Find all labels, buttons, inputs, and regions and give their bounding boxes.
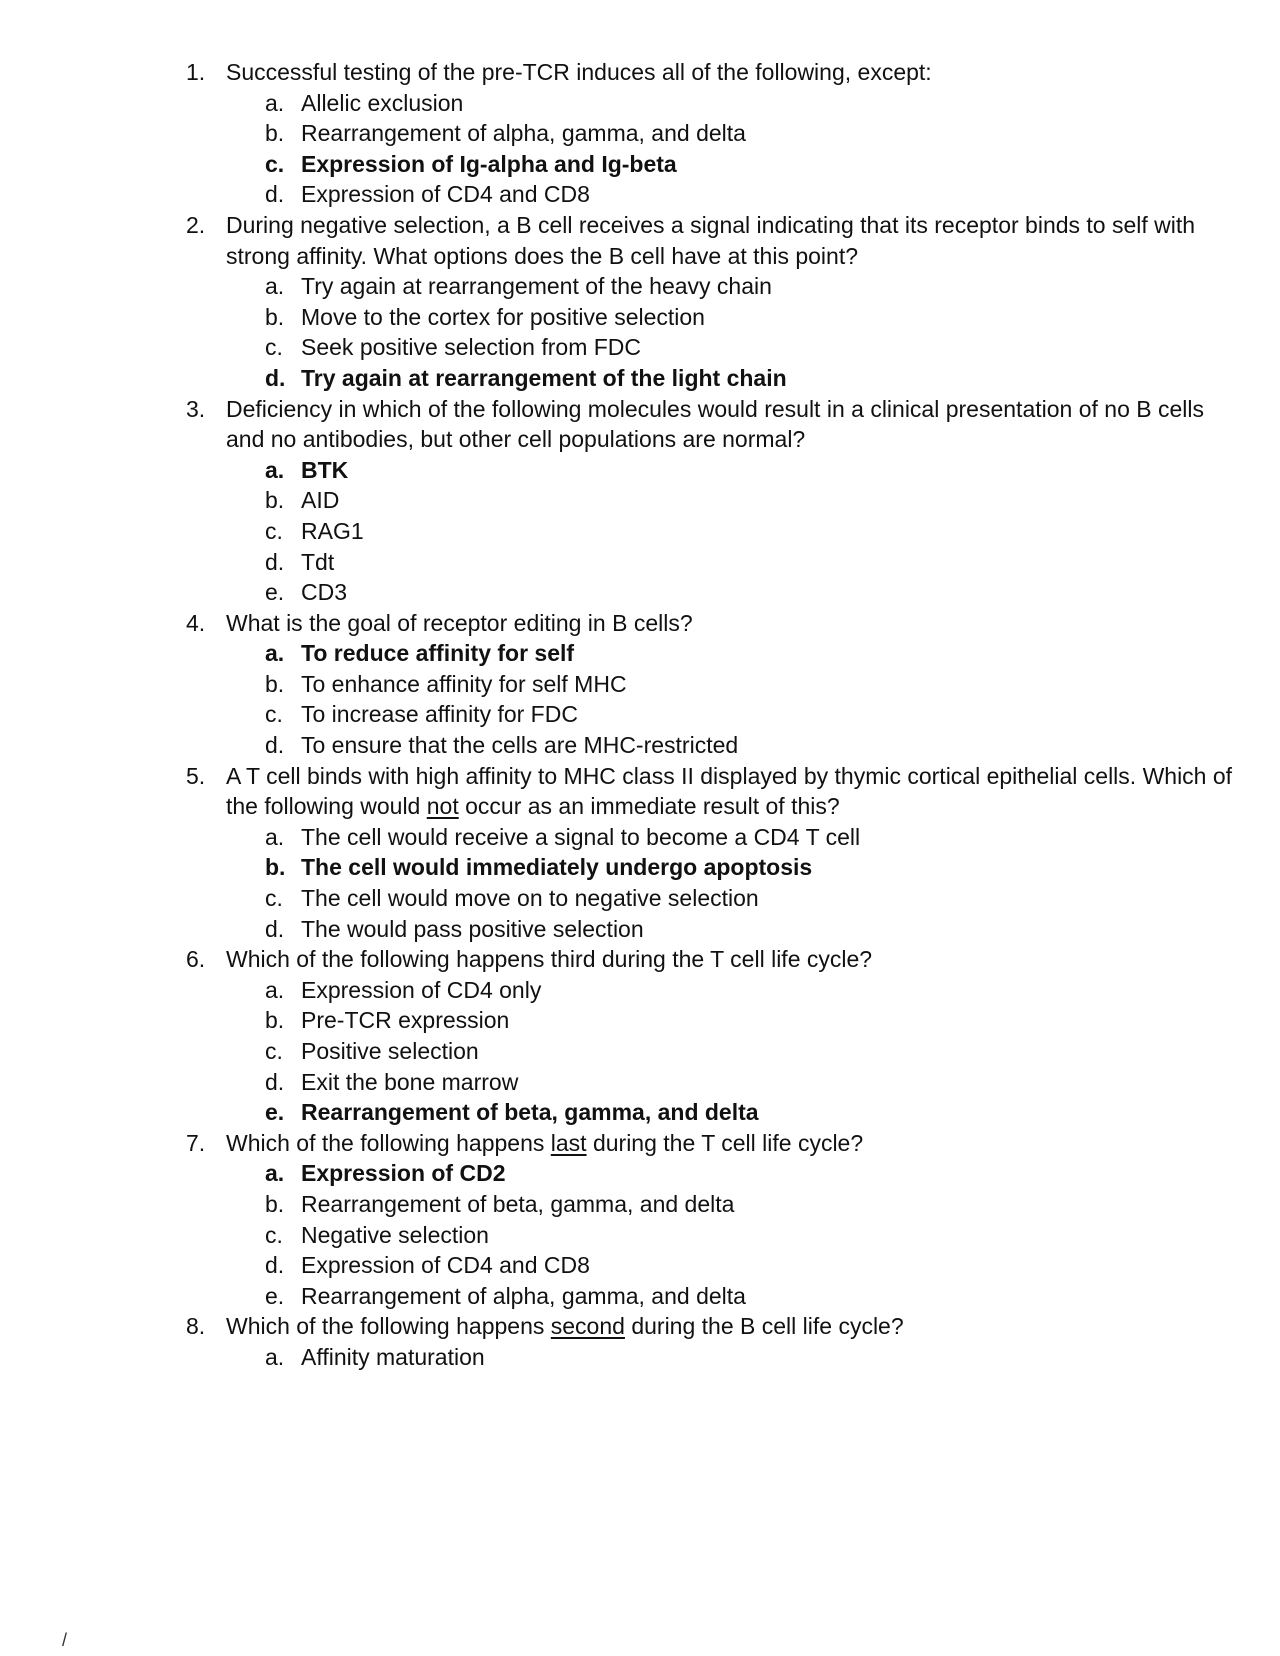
question-text: During negative selection, a B cell receives a signal indicating that its receptor binds to self with strong affinity. What options does the B cell have at this point? (226, 211, 1196, 269)
option-a (263, 271, 1238, 302)
option-list (226, 638, 1238, 760)
option-letter: b. (265, 487, 285, 514)
option-letter: d. (265, 1252, 285, 1279)
option-text: Expression of CD4 and CD8 (301, 1252, 590, 1279)
option-b (263, 669, 1238, 700)
option-letter: e. (265, 579, 285, 606)
option-d (263, 547, 1238, 578)
option-letter: d. (265, 181, 285, 208)
option-letter: a. (265, 823, 285, 850)
option-d-correct (263, 363, 1238, 394)
question-6 (178, 944, 1238, 1128)
question-1 (178, 57, 1238, 210)
question-5 (178, 761, 1238, 945)
option-letter: a. (265, 1343, 285, 1370)
question-text: Successful testing of the pre-TCR induces all of the following, except: (226, 59, 932, 85)
question-text-part: A T cell binds with high affinity to MHC class II displayed by thymic cortical epithelial cells. Which of the following would (226, 762, 1233, 820)
option-letter: b. (265, 854, 286, 881)
option-c (263, 516, 1238, 547)
option-text: The cell would immediately undergo apoptosis (301, 854, 813, 881)
option-a-correct (263, 1158, 1238, 1189)
option-a-correct (263, 638, 1238, 669)
option-list (226, 271, 1238, 393)
question-list (178, 57, 1238, 1373)
option-letter: c. (265, 334, 283, 361)
question-text-part: during the T cell life cycle? (586, 1129, 864, 1156)
option-letter: c. (265, 1221, 283, 1248)
question-3 (178, 394, 1238, 608)
option-text: Expression of CD4 and CD8 (301, 181, 590, 208)
question-text: Which of the following happens third during the T cell life cycle? (226, 946, 873, 973)
option-list (226, 1342, 1238, 1373)
question-number: 6. (186, 946, 206, 973)
option-list (226, 975, 1238, 1128)
option-text: Expression of CD2 (301, 1160, 506, 1187)
option-text: Rearrangement of alpha, gamma, and delta (301, 120, 746, 147)
option-text: Exit the bone marrow (301, 1068, 519, 1095)
option-d (263, 1067, 1238, 1098)
option-d (263, 730, 1238, 761)
option-list (226, 1158, 1238, 1311)
question-text-part: Which of the following happens (226, 1313, 551, 1340)
underlined-word: not (426, 793, 459, 820)
option-c (263, 699, 1238, 730)
option-text: Try again at rearrangement of the heavy chain (301, 273, 772, 300)
option-b (263, 1005, 1238, 1036)
option-letter: b. (265, 303, 285, 330)
underlined-word: last (550, 1129, 587, 1156)
option-letter: c. (265, 150, 285, 177)
option-text: To ensure that the cells are MHC-restricted (301, 732, 739, 759)
option-letter: d. (265, 1068, 285, 1095)
option-c-correct (263, 149, 1238, 180)
option-letter: b. (265, 670, 285, 697)
question-number: 5. (186, 762, 206, 789)
option-b-correct (263, 852, 1238, 883)
option-text: BTK (301, 456, 349, 483)
option-text: CD3 (301, 579, 348, 606)
option-letter: a. (265, 89, 285, 116)
question-text (226, 1128, 1238, 1159)
question-number: 8. (186, 1313, 206, 1340)
option-d (263, 1250, 1238, 1281)
option-a-correct (263, 455, 1238, 486)
question-text-part: during the B cell life cycle? (624, 1313, 904, 1340)
option-letter: d. (265, 548, 285, 575)
option-text: Rearrangement of beta, gamma, and delta (301, 1099, 759, 1126)
question-number: 2. (186, 211, 206, 238)
option-text: Tdt (301, 548, 335, 575)
option-letter: a. (265, 273, 285, 300)
question-7 (178, 1128, 1238, 1312)
option-text: Pre-TCR expression (301, 1007, 510, 1034)
page-footer-mark: / (62, 1630, 68, 1650)
option-b (263, 118, 1238, 149)
option-letter: e. (265, 1282, 285, 1309)
option-text: To enhance affinity for self MHC (301, 670, 627, 697)
question-number: 1. (186, 59, 206, 85)
option-text: The would pass positive selection (301, 915, 644, 942)
option-letter: a. (265, 456, 285, 483)
question-text-part: occur as an immediate result of this? (458, 793, 840, 820)
option-a (263, 88, 1238, 119)
option-letter: c. (265, 885, 283, 912)
question-text: What is the goal of receptor editing in B cells? (226, 609, 693, 636)
option-d (263, 914, 1238, 945)
option-letter: a. (265, 1160, 285, 1187)
option-text: Rearrangement of beta, gamma, and delta (301, 1190, 735, 1217)
question-number: 7. (186, 1129, 206, 1156)
question-number: 4. (186, 609, 206, 636)
option-letter: e. (265, 1099, 285, 1126)
option-letter: b. (265, 1007, 285, 1034)
option-text: RAG1 (301, 517, 364, 544)
option-text: Expression of CD4 only (301, 976, 542, 1003)
option-list (226, 455, 1238, 608)
option-list (226, 822, 1238, 944)
option-text: Rearrangement of alpha, gamma, and delta (301, 1282, 746, 1309)
option-c (263, 1220, 1238, 1251)
option-text: Positive selection (301, 1038, 479, 1064)
option-text: Expression of Ig-alpha and Ig-beta (301, 150, 677, 177)
option-b (263, 1189, 1238, 1220)
question-4 (178, 608, 1238, 761)
question-2 (178, 210, 1238, 394)
option-letter: a. (265, 976, 285, 1003)
option-b (263, 302, 1238, 333)
question-text: Deficiency in which of the following molecules would result in a clinical presentation of no B cells and no antibodies, but other cell populations are normal? (226, 395, 1204, 453)
option-letter: b. (265, 120, 285, 147)
option-letter: a. (265, 640, 285, 667)
option-text: AID (301, 487, 340, 514)
question-8 (178, 1311, 1238, 1372)
option-d (263, 179, 1238, 210)
option-text: Try again at rearrangement of the light chain (301, 364, 787, 391)
option-letter: c. (265, 701, 283, 728)
option-letter: d. (265, 732, 285, 759)
question-text (226, 761, 1238, 822)
option-c (263, 883, 1238, 914)
option-text: The cell would move on to negative selection (301, 885, 759, 912)
option-b (263, 485, 1238, 516)
option-text: To increase affinity for FDC (301, 701, 578, 728)
option-text: Affinity maturation (301, 1343, 485, 1370)
question-text-part: Which of the following happens (226, 1129, 551, 1156)
option-c (263, 1036, 1238, 1067)
option-e-correct (263, 1097, 1238, 1128)
option-letter: d. (265, 364, 286, 391)
option-c (263, 332, 1238, 363)
option-letter: c. (265, 1038, 283, 1064)
option-e (263, 1281, 1238, 1312)
option-letter: d. (265, 915, 285, 942)
option-text: To reduce affinity for self (301, 640, 575, 667)
option-a (263, 822, 1238, 853)
option-text: Allelic exclusion (301, 89, 464, 116)
option-list (226, 88, 1238, 210)
option-a (263, 975, 1238, 1006)
option-text: Move to the cortex for positive selection (301, 303, 705, 330)
option-a (263, 1342, 1238, 1373)
option-letter: c. (265, 517, 283, 544)
option-e (263, 577, 1238, 608)
option-letter: b. (265, 1190, 285, 1217)
question-text (226, 1311, 1238, 1342)
underlined-word: second (550, 1313, 625, 1340)
option-text: The cell would receive a signal to become a CD4 T cell (301, 823, 861, 850)
option-text: Seek positive selection from FDC (301, 334, 642, 361)
option-text: Negative selection (301, 1221, 489, 1248)
question-number: 3. (186, 395, 206, 422)
